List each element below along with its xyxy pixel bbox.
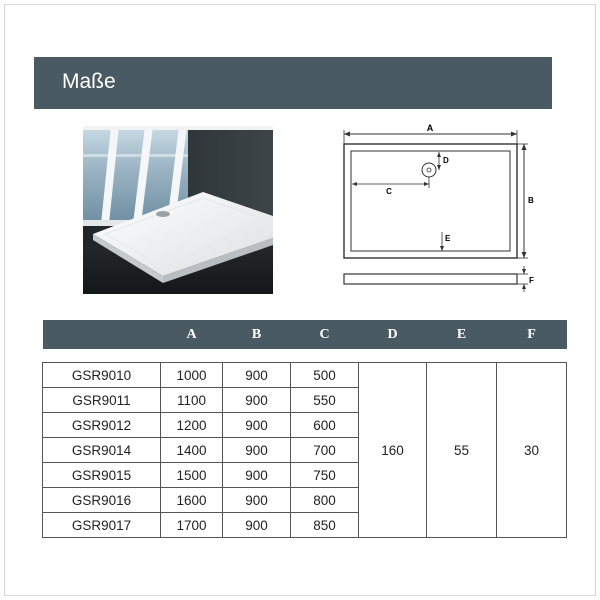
tray-outline [344,144,517,258]
cell-b: 900 [223,363,291,388]
cell-c: 600 [291,413,359,438]
label-d: D [443,156,449,165]
cell-a: 1000 [161,363,223,388]
column-header-a: A [161,320,223,349]
cell-model: GSR9017 [43,513,161,538]
drain-icon [422,163,436,177]
cell-a: 1100 [161,388,223,413]
cell-b: 900 [223,513,291,538]
column-header-e: E [427,320,497,349]
cell-a: 1400 [161,438,223,463]
column-header-b: B [223,320,291,349]
cell-b: 900 [223,438,291,463]
cell-c: 550 [291,388,359,413]
column-header-d: D [359,320,427,349]
cell-c: 700 [291,438,359,463]
dimension-diagram [334,120,544,300]
table-row [43,363,567,388]
cell-c: 850 [291,513,359,538]
cell-c: 500 [291,363,359,388]
cell-e-shared: 55 [427,363,497,538]
label-a: A [426,123,434,133]
column-header-model [43,320,161,349]
product-photo [83,126,273,294]
label-e: E [445,234,451,243]
cell-model: GSR9012 [43,413,161,438]
section-banner [34,57,552,109]
label-b: B [528,196,534,205]
cell-a: 1200 [161,413,223,438]
label-f: F [529,276,534,285]
cell-model: GSR9014 [43,438,161,463]
cell-a: 1500 [161,463,223,488]
cell-model: GSR9011 [43,388,161,413]
column-header-f: F [497,320,567,349]
cell-b: 900 [223,463,291,488]
column-header-c: C [291,320,359,349]
cell-b: 900 [223,488,291,513]
cell-a: 1700 [161,513,223,538]
cell-c: 750 [291,463,359,488]
cell-b: 900 [223,388,291,413]
dimensions-table [42,320,567,538]
table-header-row [43,320,567,349]
cell-model: GSR9010 [43,363,161,388]
cell-c: 800 [291,488,359,513]
cell-f-shared: 30 [497,363,567,538]
tray-side-profile [344,274,517,284]
cell-d-shared: 160 [359,363,427,538]
shower-tray-photo-illustration [83,126,273,294]
section-title: Maße [62,70,116,93]
cell-a: 1600 [161,488,223,513]
cell-model: GSR9016 [43,488,161,513]
label-c: C [386,187,392,196]
cell-b: 900 [223,413,291,438]
cell-model: GSR9015 [43,463,161,488]
